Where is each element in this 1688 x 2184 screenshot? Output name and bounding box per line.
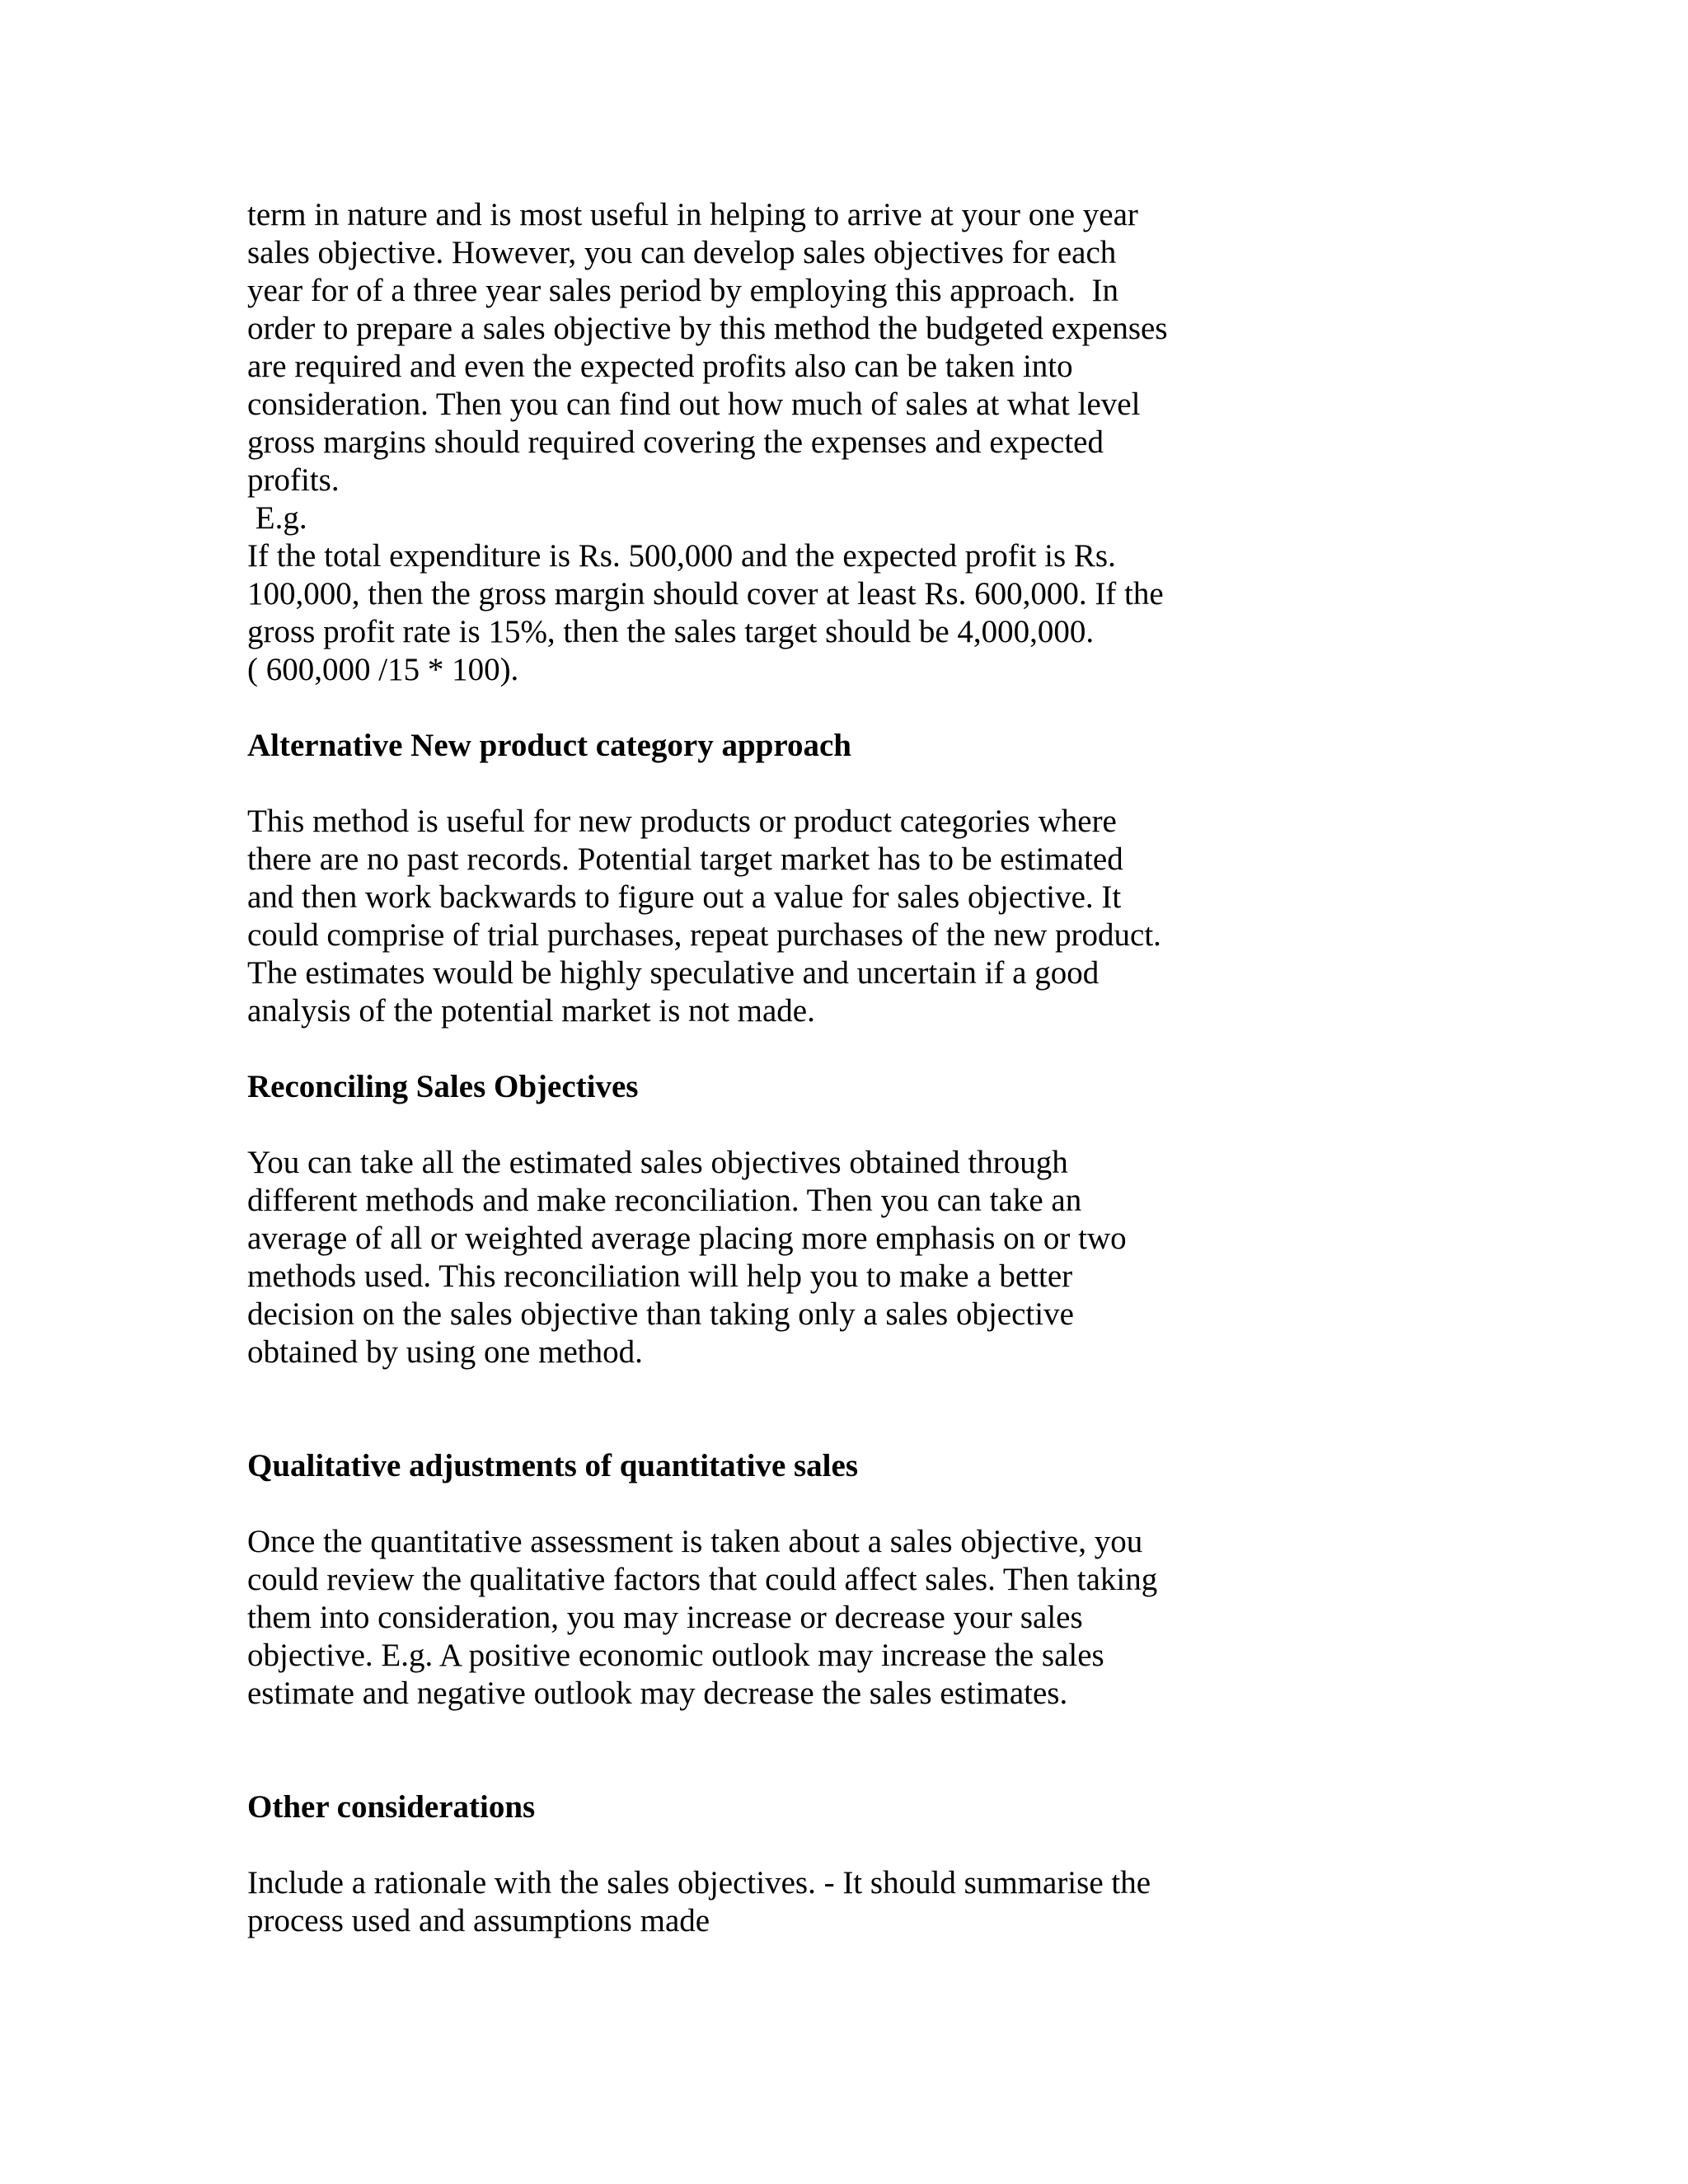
spacer (247, 1371, 1451, 1447)
text-line: there are no past records. Potential target market has to be estimated (247, 841, 1123, 877)
text-line: If the total expenditure is Rs. 500,000 and the expected profit is Rs. (247, 538, 1116, 574)
section-other-considerations (247, 1788, 1451, 1940)
text-line: year for of a three year sales period by employing this approach. In (247, 273, 1118, 308)
section-heading: Alternative New product category approach (247, 728, 851, 763)
text-line: and then work backwards to figure out a value for sales objective. It (247, 879, 1122, 915)
spacer (247, 765, 1451, 803)
text-line: term in nature and is most useful in helping to arrive at your one year (247, 197, 1138, 232)
intro-paragraph (247, 196, 1451, 499)
text-line: are required and even the expected profits also can be taken into (247, 349, 1073, 384)
text-line: estimate and negative outlook may decrease the sales estimates. (247, 1675, 1068, 1711)
example-block (247, 499, 1451, 689)
text-line: analysis of the potential market is not made. (247, 993, 815, 1029)
text-line: methods used. This reconciliation will help you to make a better (247, 1258, 1073, 1294)
example-label: E.g. (247, 500, 307, 536)
text-line: consideration. Then you can find out how much of sales at what level (247, 387, 1141, 422)
text-line: could comprise of trial purchases, repeat purchases of the new product. (247, 917, 1161, 953)
spacer (247, 1106, 1451, 1144)
section-heading: Other considerations (247, 1789, 536, 1825)
spacer (247, 1713, 1451, 1788)
text-line: sales objective. However, you can develop sales objectives for each (247, 235, 1117, 270)
document-body (247, 196, 1451, 1940)
spacer (247, 1030, 1451, 1068)
spacer (247, 1485, 1451, 1523)
text-line: gross profit rate is 15%, then the sales target should be 4,000,000. (247, 614, 1095, 649)
text-line: Once the quantitative assessment is taken about a sales objective, you (247, 1524, 1143, 1559)
text-line: objective. E.g. A positive economic outlook may increase the sales (247, 1638, 1104, 1673)
text-line: decision on the sales objective than taking only a sales objective (247, 1296, 1074, 1332)
spacer (247, 689, 1451, 727)
section-reconciling-objectives (247, 1068, 1451, 1371)
text-line: could review the qualitative factors that could affect sales. Then taking (247, 1562, 1158, 1597)
section-heading: Reconciling Sales Objectives (247, 1069, 639, 1104)
text-line: obtained by using one method. (247, 1334, 643, 1370)
text-line: them into consideration, you may increase or decrease your sales (247, 1600, 1083, 1635)
text-line: gross margins should required covering the expenses and expected (247, 424, 1104, 460)
text-line: average of all or weighted average placing more emphasis on or two (247, 1221, 1127, 1256)
text-line: process used and assumptions made (247, 1903, 710, 1938)
section-qualitative-adjustments (247, 1447, 1451, 1713)
text-line: profits. (247, 462, 340, 498)
spacer (247, 1826, 1451, 1864)
text-line: different methods and make reconciliation. Then you can take an (247, 1183, 1082, 1218)
text-line: order to prepare a sales objective by this method the budgeted expenses (247, 311, 1168, 346)
text-line: You can take all the estimated sales objectives obtained through (247, 1145, 1068, 1180)
text-line: 100,000, then the gross margin should cover at least Rs. 600,000. If the (247, 576, 1164, 612)
text-line: This method is useful for new products or product categories where (247, 804, 1117, 839)
text-line: The estimates would be highly speculative and uncertain if a good (247, 955, 1100, 991)
text-line: ( 600,000 /15 * 100). (247, 652, 519, 687)
section-new-product-approach (247, 727, 1451, 1030)
text-line: Include a rationale with the sales objectives. - It should summarise the (247, 1865, 1151, 1900)
section-heading: Qualitative adjustments of quantitative sales (247, 1448, 858, 1483)
